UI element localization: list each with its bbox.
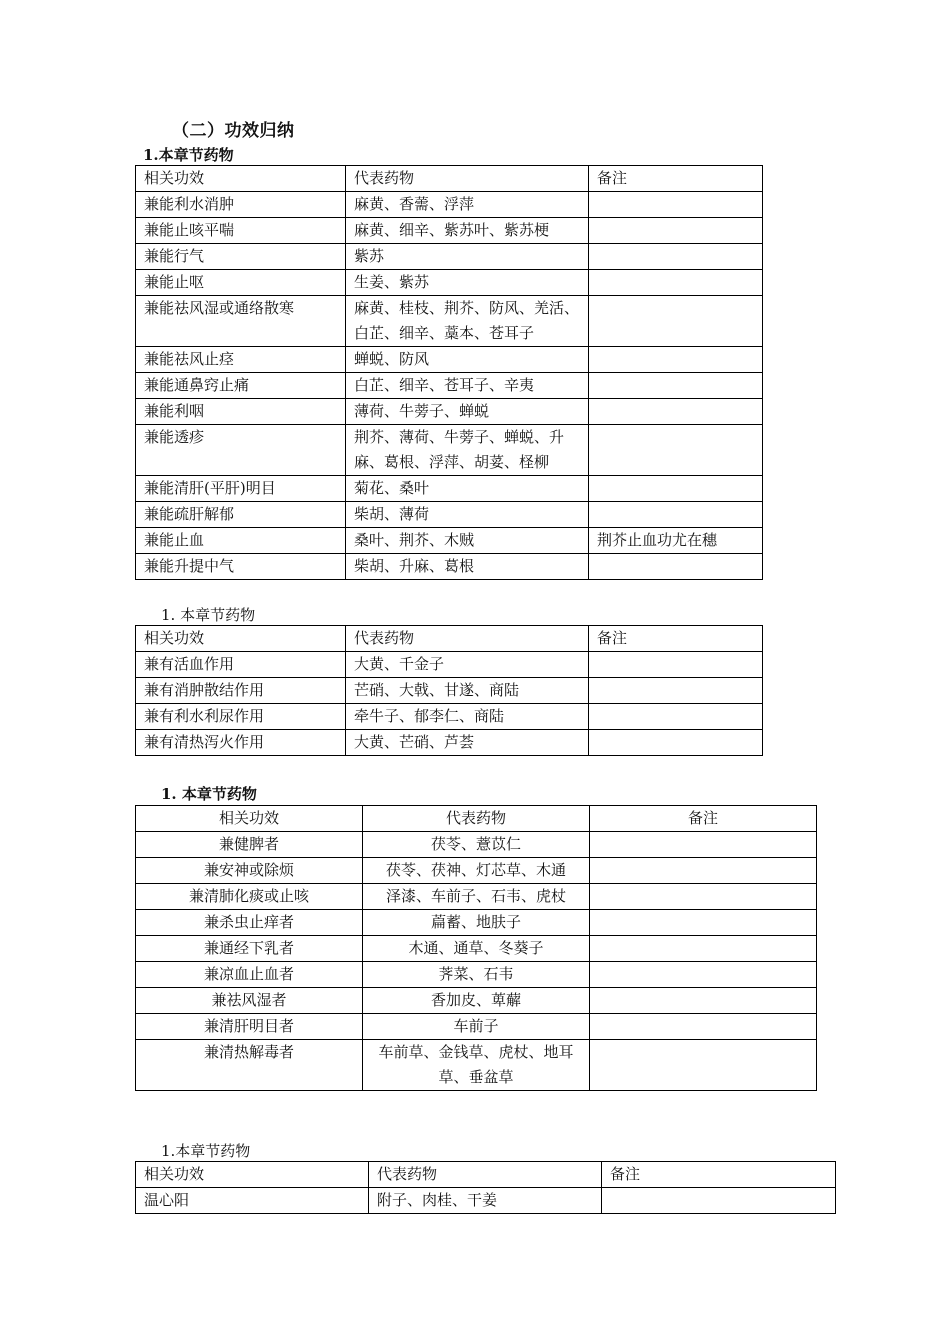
table-row bbox=[136, 218, 763, 244]
section-caption: 1.本章节药物 bbox=[143, 146, 234, 164]
page-heading: （二）功效归纳 bbox=[172, 121, 295, 141]
table-cell bbox=[589, 554, 763, 580]
table-cell: 兼凉血止血者 bbox=[136, 962, 363, 988]
table-cell: 萹蓄、地肤子 bbox=[363, 910, 590, 936]
table-cell: 大黄、芒硝、芦荟 bbox=[346, 730, 589, 756]
table-cell: 兼通经下乳者 bbox=[136, 936, 363, 962]
table-cell: 茯苓、茯神、灯芯草、木通 bbox=[363, 858, 590, 884]
header-cell: 备注 bbox=[589, 166, 763, 192]
table-row bbox=[136, 678, 763, 704]
table-cell: 白芷、细辛、苍耳子、辛夷 bbox=[346, 373, 589, 399]
table-cell bbox=[589, 730, 763, 756]
table-cell bbox=[590, 858, 817, 884]
table-cell bbox=[589, 347, 763, 373]
table-row bbox=[136, 858, 817, 884]
header-cell: 相关功效 bbox=[136, 166, 346, 192]
table-cell bbox=[589, 244, 763, 270]
table-cell: 车前子 bbox=[363, 1014, 590, 1040]
table-row bbox=[136, 1014, 817, 1040]
table-row bbox=[136, 347, 763, 373]
table-cell: 兼清肝明目者 bbox=[136, 1014, 363, 1040]
table-cell: 茯苓、薏苡仁 bbox=[363, 832, 590, 858]
section-caption: 1. 本章节药物 bbox=[161, 785, 257, 803]
header-cell: 代表药物 bbox=[363, 806, 590, 832]
table-cell: 兼清热解毒者 bbox=[136, 1040, 363, 1091]
table-cell: 兼能清肝(平肝)明目 bbox=[136, 476, 346, 502]
table-row bbox=[136, 528, 763, 554]
table-row bbox=[136, 1040, 817, 1091]
table-cell: 荠菜、石韦 bbox=[363, 962, 590, 988]
table-cell: 柴胡、升麻、葛根 bbox=[346, 554, 589, 580]
table-row bbox=[136, 192, 763, 218]
table-cell: 兼能通鼻窍止痛 bbox=[136, 373, 346, 399]
table-row bbox=[136, 910, 817, 936]
header-cell: 代表药物 bbox=[346, 626, 589, 652]
table-cell: 兼安神或除烦 bbox=[136, 858, 363, 884]
header-cell: 相关功效 bbox=[136, 806, 363, 832]
table-cell: 蝉蜕、防风 bbox=[346, 347, 589, 373]
table-cell bbox=[589, 652, 763, 678]
table-cell: 兼能祛风湿或通络散寒 bbox=[136, 296, 346, 347]
table-cell: 兼有利水利尿作用 bbox=[136, 704, 346, 730]
efficacy-table bbox=[135, 805, 817, 1091]
table-cell: 兼有消肿散结作用 bbox=[136, 678, 346, 704]
header-cell: 代表药物 bbox=[369, 1162, 602, 1188]
table-row bbox=[136, 476, 763, 502]
table-cell bbox=[589, 296, 763, 347]
table-cell: 兼能透疹 bbox=[136, 425, 346, 476]
efficacy-table bbox=[135, 165, 763, 580]
table-row bbox=[136, 962, 817, 988]
table-cell: 兼有活血作用 bbox=[136, 652, 346, 678]
table-row bbox=[136, 373, 763, 399]
table-cell bbox=[589, 678, 763, 704]
table-cell: 附子、肉桂、干姜 bbox=[369, 1188, 602, 1214]
table-cell: 车前草、金钱草、虎杖、地耳草、垂盆草 bbox=[363, 1040, 590, 1091]
table-cell bbox=[589, 270, 763, 296]
section-caption: 1.本章节药物 bbox=[161, 1142, 251, 1160]
table-cell: 麻黄、桂枝、荆芥、防风、羌活、白芷、细辛、藁本、苍耳子 bbox=[346, 296, 589, 347]
table-cell: 牵牛子、郁李仁、商陆 bbox=[346, 704, 589, 730]
header-cell: 备注 bbox=[602, 1162, 836, 1188]
table-cell bbox=[589, 425, 763, 476]
table-row bbox=[136, 554, 763, 580]
table-cell: 泽漆、车前子、石韦、虎杖 bbox=[363, 884, 590, 910]
header-cell: 相关功效 bbox=[136, 1162, 369, 1188]
table-row bbox=[136, 704, 763, 730]
table-cell bbox=[589, 373, 763, 399]
table-row bbox=[136, 425, 763, 476]
table-cell bbox=[589, 218, 763, 244]
table-cell: 木通、通草、冬葵子 bbox=[363, 936, 590, 962]
table-row bbox=[136, 936, 817, 962]
table-cell: 紫苏 bbox=[346, 244, 589, 270]
table-row bbox=[136, 884, 817, 910]
table-row bbox=[136, 244, 763, 270]
table-cell: 兼能利水消肿 bbox=[136, 192, 346, 218]
table-cell bbox=[590, 1040, 817, 1091]
table-cell: 兼祛风湿者 bbox=[136, 988, 363, 1014]
table-header-row bbox=[136, 626, 763, 652]
table-row bbox=[136, 399, 763, 425]
table-cell: 荆芥止血功尤在穗 bbox=[589, 528, 763, 554]
efficacy-table bbox=[135, 1161, 836, 1214]
table-cell: 芒硝、大戟、甘遂、商陆 bbox=[346, 678, 589, 704]
table-cell: 生姜、紫苏 bbox=[346, 270, 589, 296]
table-row bbox=[136, 502, 763, 528]
table-cell: 兼能止呕 bbox=[136, 270, 346, 296]
header-cell: 代表药物 bbox=[346, 166, 589, 192]
table-cell: 大黄、千金子 bbox=[346, 652, 589, 678]
table-row bbox=[136, 988, 817, 1014]
table-row bbox=[136, 1188, 836, 1214]
table-row bbox=[136, 730, 763, 756]
header-cell: 相关功效 bbox=[136, 626, 346, 652]
table-row bbox=[136, 832, 817, 858]
table-cell: 桑叶、荆芥、木贼 bbox=[346, 528, 589, 554]
table-header-row bbox=[136, 1162, 836, 1188]
table-header-row bbox=[136, 806, 817, 832]
table-cell bbox=[590, 884, 817, 910]
table-cell bbox=[590, 962, 817, 988]
table-row bbox=[136, 270, 763, 296]
table-cell: 柴胡、薄荷 bbox=[346, 502, 589, 528]
table-cell bbox=[589, 399, 763, 425]
efficacy-table bbox=[135, 625, 763, 756]
table-cell: 兼健脾者 bbox=[136, 832, 363, 858]
table-cell bbox=[602, 1188, 836, 1214]
table-cell bbox=[590, 988, 817, 1014]
table-cell: 香加皮、萆薢 bbox=[363, 988, 590, 1014]
table-cell: 兼杀虫止痒者 bbox=[136, 910, 363, 936]
section-caption: 1. 本章节药物 bbox=[161, 606, 256, 624]
table-header-row bbox=[136, 166, 763, 192]
header-cell: 备注 bbox=[589, 626, 763, 652]
table-cell bbox=[589, 476, 763, 502]
table-cell: 兼能止咳平喘 bbox=[136, 218, 346, 244]
table-cell: 兼能止血 bbox=[136, 528, 346, 554]
table-cell: 温心阳 bbox=[136, 1188, 369, 1214]
table-cell: 兼能利咽 bbox=[136, 399, 346, 425]
table-cell: 麻黄、细辛、紫苏叶、紫苏梗 bbox=[346, 218, 589, 244]
table-cell: 兼能行气 bbox=[136, 244, 346, 270]
table-row bbox=[136, 296, 763, 347]
table-cell: 兼清肺化痰或止咳 bbox=[136, 884, 363, 910]
table-cell: 兼能疏肝解郁 bbox=[136, 502, 346, 528]
table-cell bbox=[589, 704, 763, 730]
table-cell: 兼有清热泻火作用 bbox=[136, 730, 346, 756]
table-cell: 荆芥、薄荷、牛蒡子、蝉蜕、升麻、葛根、浮萍、胡荽、柽柳 bbox=[346, 425, 589, 476]
table-cell bbox=[589, 192, 763, 218]
table-cell: 薄荷、牛蒡子、蝉蜕 bbox=[346, 399, 589, 425]
table-row bbox=[136, 652, 763, 678]
table-cell bbox=[590, 936, 817, 962]
table-cell bbox=[590, 910, 817, 936]
table-cell bbox=[590, 832, 817, 858]
table-cell: 麻黄、香薷、浮萍 bbox=[346, 192, 589, 218]
table-cell: 兼能升提中气 bbox=[136, 554, 346, 580]
table-cell bbox=[590, 1014, 817, 1040]
table-cell: 菊花、桑叶 bbox=[346, 476, 589, 502]
header-cell: 备注 bbox=[590, 806, 817, 832]
table-cell: 兼能祛风止痉 bbox=[136, 347, 346, 373]
table-cell bbox=[589, 502, 763, 528]
